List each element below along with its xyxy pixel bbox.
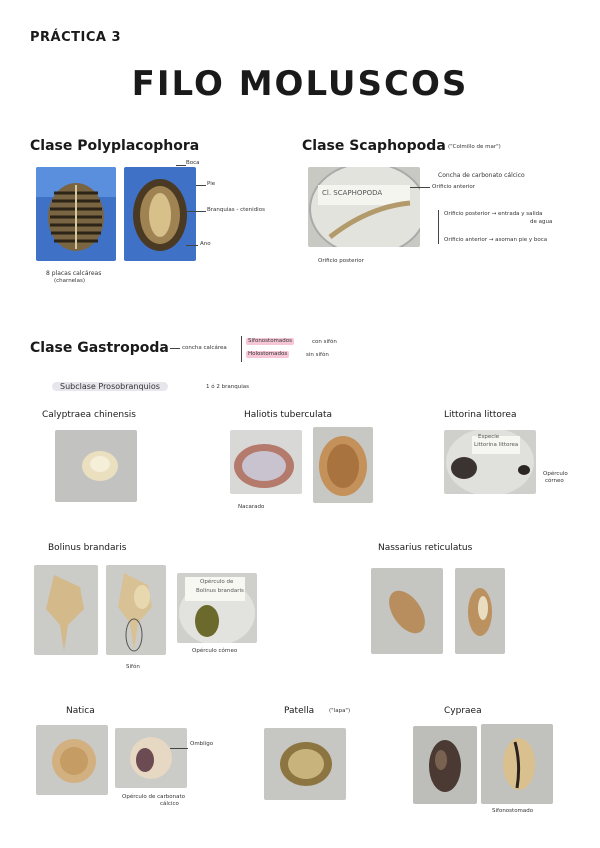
scaphopoda-post-line2: de agua [530, 219, 553, 225]
haliotis-heading: Haliotis tuberculata [244, 410, 333, 420]
gastropoda-concha: concha calcárea [182, 345, 227, 351]
label-boca: Boca [186, 160, 200, 166]
leader-boca [176, 165, 186, 166]
cypraea-photo-1 [413, 726, 477, 804]
scaphopoda-concha: Concha de carbonato cálcico [438, 172, 525, 179]
gastropoda-arrow [170, 348, 180, 349]
bolinus-operc: Opérculo córneo [192, 648, 238, 654]
natica-op-1: Opérculo de carbonato [122, 794, 186, 800]
leader-pie [196, 185, 206, 186]
littorina-heading: Littorina littorea [444, 410, 517, 420]
littorina-opercul-1: Opérculo [543, 471, 568, 477]
scaphopoda-post-line1: Orificio posterior → entrada y salida [444, 211, 543, 217]
gastropoda-heading: Clase Gastropoda [30, 340, 169, 356]
chiton-caption-1: 8 placas calcáreas [46, 270, 102, 277]
leader-branquias [186, 211, 206, 212]
littorina-card-2: Littorina littorea [474, 442, 519, 448]
scaphopoda-brace [438, 210, 439, 244]
haliotis-photo-inner [230, 430, 302, 494]
gastropoda-holo-desc: sin sifón [306, 352, 329, 358]
bolinus-photo-2 [106, 565, 166, 655]
gastropoda-sifono-desc: con sifón [312, 339, 337, 345]
natica-photo-1 [36, 725, 108, 795]
scaphopoda-ant: Orificio anterior [432, 184, 476, 190]
littorina-card-1: Especie [478, 434, 500, 440]
patella-note: ("lapa") [329, 708, 351, 714]
bolinus-heading: Bolinus brandaris [48, 543, 127, 553]
leader-ombligo [170, 748, 188, 749]
page-title: FILO MOLUSCOS [131, 64, 469, 104]
bolinus-photo-1 [34, 565, 98, 655]
haliotis-photo-outer [313, 427, 373, 503]
patella-heading: Patella [284, 706, 315, 716]
natica-op-2: cálcico [160, 801, 179, 807]
subclase-label: Subclase Prosobranquios [52, 382, 168, 391]
leader-ano [186, 245, 198, 246]
nassarius-photo-1 [371, 568, 443, 654]
gastropoda-brace [241, 336, 242, 362]
gastropoda-holo: Holostomados [248, 351, 288, 357]
practice-label: PRÁCTICA 3 [30, 30, 122, 45]
natica-heading: Natica [66, 706, 95, 716]
scaphopoda-jar-label: Cl. SCAPHOPODA [322, 189, 383, 197]
leader-ant [410, 187, 430, 188]
subclase-desc: 1 ó 2 branquias [206, 384, 249, 390]
cypraea-sifonost: Sifonostomado [492, 808, 534, 814]
gastropoda-sifono: Sifonostomados [248, 338, 293, 344]
chiton-caption-2: (charnelas) [54, 278, 85, 284]
haliotis-nacarado: Nacarado [238, 504, 265, 510]
scaphopoda-note: ("Colmillo de mar") [448, 144, 501, 150]
natica-ombligo: Ombligo [190, 741, 214, 747]
cypraea-heading: Cypraea [444, 706, 482, 716]
scaphopoda-ant-line: Orificio anterior → asoman pie y boca [444, 237, 548, 243]
bolinus-card-1: Opérculo de [200, 579, 234, 585]
label-ano: Ano [200, 241, 211, 247]
cypraea-photo-2 [481, 724, 553, 804]
label-pie: Pie [207, 181, 216, 187]
littorina-opercul-2: córneo [545, 478, 564, 484]
polyplacophora-heading: Clase Polyplacophora [30, 138, 200, 154]
label-branquias: Branquias - ctenidios [207, 207, 265, 213]
calyptraea-photo [55, 430, 137, 502]
patella-photo [264, 728, 346, 800]
chiton-photo-dorsal [36, 167, 116, 261]
scaphopoda-post-label: Orificio posterior [318, 258, 364, 264]
bolinus-sifon: Sifón [126, 664, 140, 670]
chiton-photo-ventral [124, 167, 196, 261]
nassarius-photo-2 [455, 568, 505, 654]
scaphopoda-heading: Clase Scaphopoda [302, 138, 446, 154]
scaphopoda-photo [308, 167, 420, 247]
bolinus-card-2: Bolinus brandaris [196, 588, 244, 594]
nassarius-heading: Nassarius reticulatus [378, 543, 473, 553]
natica-photo-2 [115, 728, 187, 788]
calyptraea-heading: Calyptraea chinensis [42, 410, 136, 420]
